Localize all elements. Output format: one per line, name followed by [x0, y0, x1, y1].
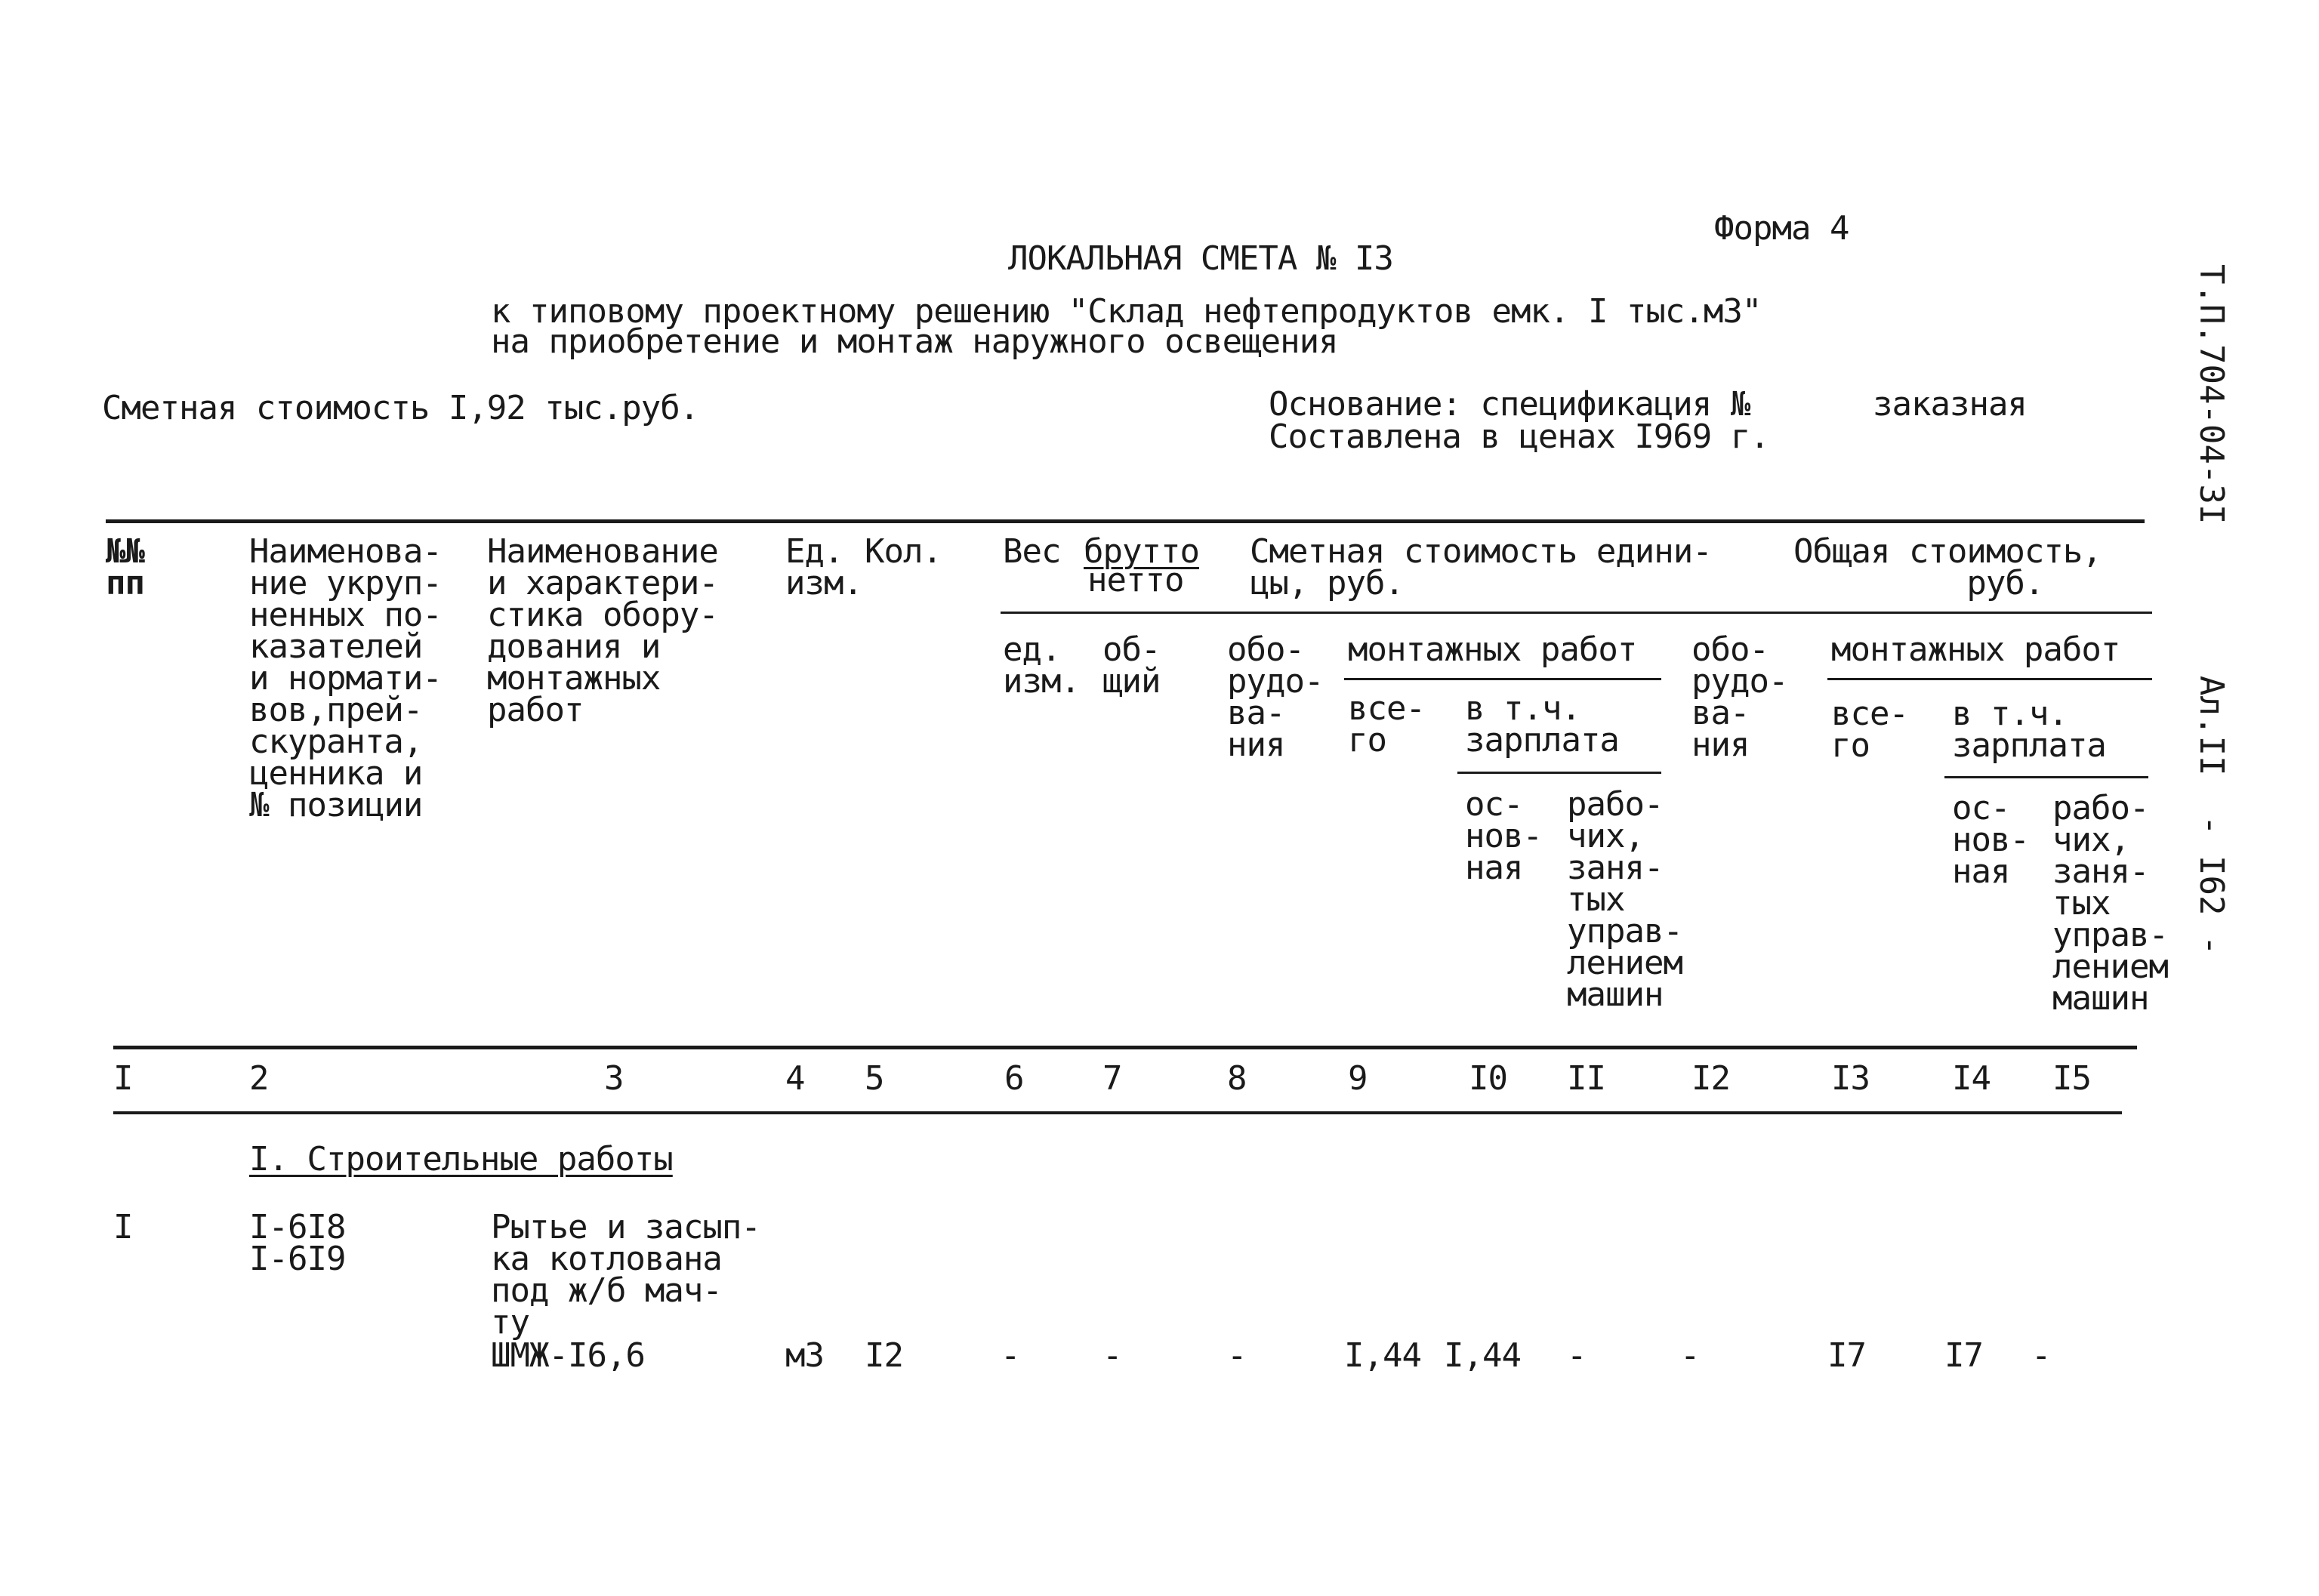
column-number-1: I [113, 1059, 133, 1098]
row-mount-unit-total: I,44 [1344, 1336, 1421, 1375]
header-total-a: все- го [1348, 689, 1425, 759]
form-number: Форма 4 [1714, 209, 1849, 248]
column-number-3: 3 [604, 1059, 624, 1098]
row-weight-unit: - [1001, 1336, 1020, 1375]
column-number-12: I2 [1691, 1059, 1730, 1098]
row-quantity: I2 [865, 1336, 903, 1375]
column-number-9: 9 [1348, 1059, 1368, 1098]
header-mounting-b: монтажных работ [1831, 630, 2120, 669]
row-equipment-total-cost: - [1680, 1336, 1700, 1375]
header-weight-brutto: брутто [1084, 532, 1199, 571]
row-mount-unit-machine: - [1567, 1336, 1587, 1375]
column-number-2: 2 [249, 1059, 269, 1098]
document-title: ЛОКАЛЬНАЯ СМЕТА № I3 [1008, 239, 1393, 278]
header-bottom-rule [113, 1046, 2137, 1049]
column-number-14: I4 [1952, 1059, 1991, 1098]
header-mounting-a: монтажных работ [1348, 630, 1637, 669]
header-row-number: №№ пп [106, 532, 144, 602]
side-album: Ал.II [2192, 676, 2231, 776]
header-weight-total: об- щий [1102, 630, 1161, 701]
header-equipment-a: обо- рудо- ва- ния [1227, 630, 1324, 764]
row-equipment-unit-cost: - [1227, 1336, 1247, 1375]
column-number-rule [113, 1111, 2122, 1114]
subtitle-line-2: на приобретение и монтаж наружного освещения [491, 322, 1338, 361]
header-aggregated-indicators: Наименова- ние укруп- ненных по- казателей и нормати- вов,прей- скуранта, ценника и № позиции [249, 532, 442, 824]
column-number-15: I5 [2052, 1059, 2091, 1098]
row-unit: м3 [785, 1336, 824, 1375]
row-mount-total: I7 [1827, 1336, 1866, 1375]
header-total-b: все- го [1831, 695, 1908, 765]
column-number-7: 7 [1102, 1059, 1122, 1098]
table-top-rule [106, 519, 2145, 523]
column-number-10: I0 [1469, 1059, 1507, 1098]
section-title: I. Строительные работы [249, 1140, 673, 1179]
header-including-salary-b: в т.ч. зарплата [1952, 695, 2106, 765]
header-machine-workers-a: рабо- чих, заня- тых управ- лением машин [1567, 785, 1682, 1014]
column-number-11: II [1567, 1059, 1605, 1098]
header-including-salary-a: в т.ч. зарплата [1465, 689, 1619, 759]
weight-cost-subheader-rule [1001, 612, 2152, 614]
basis-line-2: Составлена в ценах I969 г. [1269, 417, 1769, 456]
salary-a-rule [1457, 772, 1661, 774]
salary-b-rule [1944, 776, 2148, 778]
column-number-6: 6 [1004, 1059, 1024, 1098]
header-unit: Ед. изм. [785, 532, 862, 602]
row-mast-type: ШМЖ-I6,6 [491, 1336, 645, 1375]
column-number-4: 4 [785, 1059, 805, 1098]
header-machine-workers-b: рабо- чих, заня- тых управ- лением машин [2052, 789, 2168, 1018]
mount-b-rule [1827, 678, 2152, 680]
row-mount-unit-basic: I,44 [1444, 1336, 1521, 1375]
row-mount-total-machine: - [2031, 1336, 2051, 1375]
basis-line-1: Основание: спецификация № [1269, 385, 1750, 424]
header-unit-cost: Сметная стоимость едини- цы, руб. [1250, 532, 1712, 602]
header-quantity: Кол. [865, 532, 942, 571]
basis-order: заказная [1873, 385, 2027, 424]
row-description: Рытье и засып- ка котлована под ж/б мач- ту [491, 1208, 760, 1342]
mount-a-rule [1344, 678, 1661, 680]
header-weight-netto: нетто [1087, 561, 1184, 599]
header-equipment-name: Наименование и характери- стика обору- дования и монтажных работ [487, 532, 718, 729]
row-number: I [113, 1208, 133, 1246]
column-number-5: 5 [865, 1059, 884, 1098]
header-weight: Вес [1003, 532, 1080, 571]
subtitle-line-1: к типовому проектному решению "Склад нефтепродуктов емк. I тыс.м3" [491, 292, 1762, 331]
row-weight-total: - [1102, 1336, 1122, 1375]
header-weight-unit: ед. изм. [1003, 630, 1080, 701]
row-mount-total-basic: I7 [1944, 1336, 1983, 1375]
row-codes: I-6I8 I-6I9 [249, 1208, 346, 1278]
header-total-cost: Общая стоимость, руб. [1793, 532, 2102, 602]
estimated-cost: Сметная стоимость I,92 тыс.руб. [102, 389, 699, 427]
header-equipment-b: обо- рудо- ва- ния [1691, 630, 1788, 764]
column-number-8: 8 [1227, 1059, 1247, 1098]
header-basic-salary-a: ос- нов- ная [1465, 785, 1542, 887]
column-number-13: I3 [1831, 1059, 1870, 1098]
header-basic-salary-b: ос- нов- ная [1952, 789, 2029, 891]
side-project-code: Т.П.704-04-3I [2192, 264, 2231, 525]
side-page-number: - I62 - [2192, 815, 2231, 956]
